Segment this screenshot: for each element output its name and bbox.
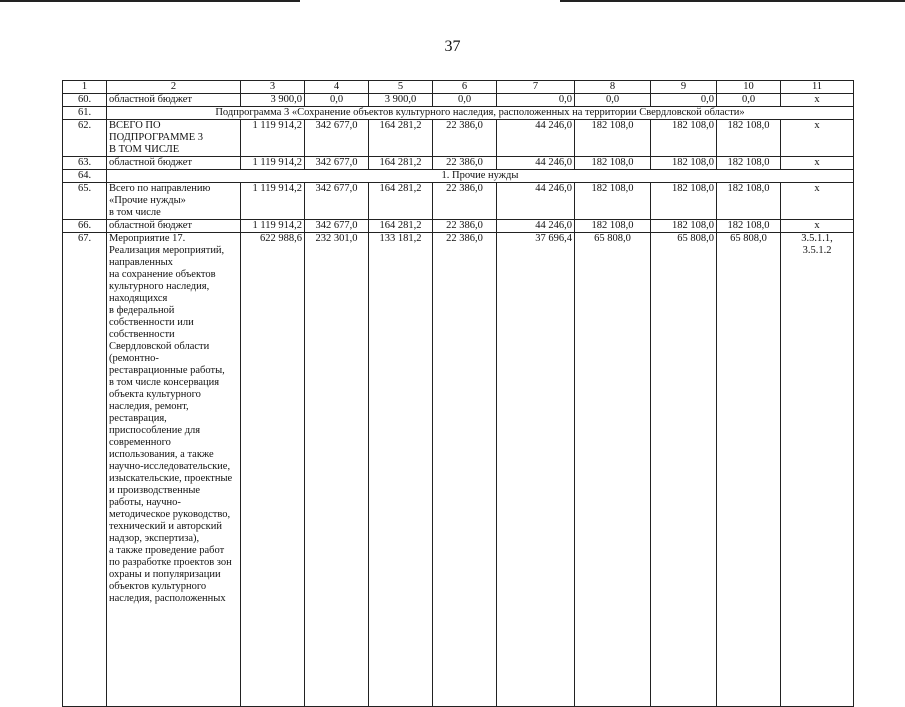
- col-header: 6: [433, 81, 497, 94]
- amount-cell: 22 386,0: [433, 120, 497, 157]
- section-title: 1. Прочие нужды: [107, 170, 854, 183]
- target-code: x: [781, 183, 854, 220]
- amount-cell: 65 808,0: [717, 233, 781, 707]
- col-header: 2: [107, 81, 241, 94]
- section-row: [63, 107, 854, 120]
- table-row: [63, 233, 854, 707]
- amount-cell: 182 108,0: [575, 157, 651, 170]
- amount-cell: 22 386,0: [433, 183, 497, 220]
- table-row: [63, 94, 854, 107]
- target-code: x: [781, 157, 854, 170]
- amount-cell: 342 677,0: [305, 120, 369, 157]
- row-number: 61.: [63, 107, 107, 120]
- amount-cell: 342 677,0: [305, 183, 369, 220]
- amount-cell: 37 696,4: [497, 233, 575, 707]
- amount-cell: 22 386,0: [433, 233, 497, 707]
- amount-cell: 0,0: [305, 94, 369, 107]
- row-name: областной бюджет: [107, 157, 241, 170]
- top-rule-right: [560, 0, 905, 2]
- amount-cell: 232 301,0: [305, 233, 369, 707]
- amount-cell: 342 677,0: [305, 220, 369, 233]
- amount-cell: 164 281,2: [369, 220, 433, 233]
- target-code: x: [781, 94, 854, 107]
- row-number: 60.: [63, 94, 107, 107]
- target-code: x: [781, 120, 854, 157]
- table-row: [63, 183, 854, 220]
- amount-cell: 0,0: [575, 94, 651, 107]
- amount-cell: 342 677,0: [305, 157, 369, 170]
- amount-cell: 44 246,0: [497, 220, 575, 233]
- amount-cell: 182 108,0: [575, 220, 651, 233]
- table-row: [63, 120, 854, 157]
- amount-cell: 164 281,2: [369, 120, 433, 157]
- amount-cell: 44 246,0: [497, 120, 575, 157]
- amount-cell: 22 386,0: [433, 220, 497, 233]
- amount-cell: 182 108,0: [575, 120, 651, 157]
- row-name: областной бюджет: [107, 94, 241, 107]
- col-header: 8: [575, 81, 651, 94]
- row-number: 65.: [63, 183, 107, 220]
- amount-cell: 44 246,0: [497, 183, 575, 220]
- row-number: 63.: [63, 157, 107, 170]
- amount-cell: 0,0: [497, 94, 575, 107]
- amount-cell: 0,0: [717, 94, 781, 107]
- row-number: 66.: [63, 220, 107, 233]
- amount-cell: 182 108,0: [651, 220, 717, 233]
- row-name: Мероприятие 17. Реализация мероприятий, направленных на сохранение объектов культурного наследия, находящихся в федеральной собственности или собственности Свердловской области (ремонтно- реставрационные работы, в том числе консервация объекта культурного наследия, ремонт, реставрация, приспособление для современного использования, а также научно-исследовательские, изыскательские, проектные и производственные работы, научно- методическое руководство, технический и авторский надзор, экспертиза), а также проведение работ по разработке проектов зон охраны и популяризации объектов культурного наследия, расположенных: [107, 233, 241, 707]
- amount-cell: 0,0: [651, 94, 717, 107]
- section-title: Подпрограмма 3 «Сохранение объектов культурного наследия, расположенных на территории Свердловской области»: [107, 107, 854, 120]
- col-header: 5: [369, 81, 433, 94]
- amount-cell: 1 119 914,2: [241, 220, 305, 233]
- amount-cell: 182 108,0: [575, 183, 651, 220]
- amount-cell: 133 181,2: [369, 233, 433, 707]
- col-header: 9: [651, 81, 717, 94]
- table-row: [63, 220, 854, 233]
- amount-cell: 44 246,0: [497, 157, 575, 170]
- amount-cell: 182 108,0: [651, 183, 717, 220]
- amount-cell: 182 108,0: [651, 120, 717, 157]
- column-number-row: [63, 81, 854, 94]
- amount-cell: 65 808,0: [575, 233, 651, 707]
- amount-cell: 1 119 914,2: [241, 157, 305, 170]
- section-row: [63, 170, 854, 183]
- amount-cell: 65 808,0: [651, 233, 717, 707]
- amount-cell: 182 108,0: [717, 183, 781, 220]
- amount-cell: 182 108,0: [717, 157, 781, 170]
- amount-cell: 622 988,6: [241, 233, 305, 707]
- top-rule-left: [0, 0, 300, 2]
- amount-cell: 164 281,2: [369, 183, 433, 220]
- row-name: областной бюджет: [107, 220, 241, 233]
- amount-cell: 3 900,0: [241, 94, 305, 107]
- amount-cell: 1 119 914,2: [241, 183, 305, 220]
- col-header: 10: [717, 81, 781, 94]
- table-body: [63, 81, 854, 707]
- amount-cell: 22 386,0: [433, 157, 497, 170]
- amount-cell: 3 900,0: [369, 94, 433, 107]
- page-number: 37: [444, 38, 461, 55]
- row-number: 64.: [63, 170, 107, 183]
- amount-cell: 1 119 914,2: [241, 120, 305, 157]
- amount-cell: 164 281,2: [369, 157, 433, 170]
- target-code: x: [781, 220, 854, 233]
- table-row: [63, 157, 854, 170]
- amount-cell: 0,0: [433, 94, 497, 107]
- amount-cell: 182 108,0: [717, 220, 781, 233]
- col-header: 7: [497, 81, 575, 94]
- row-name: ВСЕГО ПО ПОДПРОГРАММЕ 3 В ТОМ ЧИСЛЕ: [107, 120, 241, 157]
- target-code: 3.5.1.1, 3.5.1.2: [781, 233, 854, 707]
- col-header: 1: [63, 81, 107, 94]
- row-number: 67.: [63, 233, 107, 707]
- row-name: Всего по направлению «Прочие нужды» в том числе: [107, 183, 241, 220]
- col-header: 3: [241, 81, 305, 94]
- budget-table: [62, 80, 854, 707]
- row-number: 62.: [63, 120, 107, 157]
- amount-cell: 182 108,0: [651, 157, 717, 170]
- col-header: 11: [781, 81, 854, 94]
- col-header: 4: [305, 81, 369, 94]
- amount-cell: 182 108,0: [717, 120, 781, 157]
